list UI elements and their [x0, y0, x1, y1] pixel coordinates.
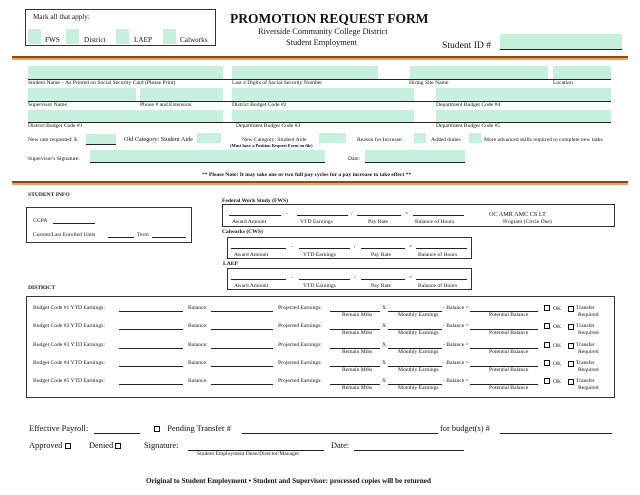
district-ok-option[interactable]	[544, 360, 561, 367]
pay-cycle-note: ** Please Note: It may take one or two full pay cycles for a pay increase to take effect **	[202, 172, 412, 178]
approved-checkbox[interactable]	[65, 443, 71, 449]
effective-payroll-input[interactable]	[94, 433, 140, 434]
district-potential-input[interactable]	[470, 311, 538, 312]
district-label: District	[84, 36, 106, 44]
district-remain-mths: Remain Mths	[342, 367, 373, 373]
fws-label: FWS	[45, 36, 60, 44]
district-ok-checkbox[interactable]	[544, 378, 550, 384]
district-transfer-checkbox[interactable]	[568, 343, 574, 349]
row2-underline	[28, 101, 611, 102]
laep-checkbox[interactable]	[116, 29, 129, 44]
fws-dash: -	[286, 211, 288, 217]
cgpa-label: CGPA	[33, 218, 48, 224]
denied-label[interactable]	[89, 441, 124, 450]
district-ok-label: OK	[553, 343, 562, 349]
district-row-label: Budget Code #2 YTD Earnings:	[33, 323, 105, 329]
district-row-label: Budget Code #4 YTD Earnings:	[33, 360, 105, 366]
calworks-label: Calworks	[180, 36, 208, 44]
fws-program-label: Program (Circle One)	[503, 219, 552, 225]
district-ytd-input[interactable]	[119, 384, 183, 385]
district-ok-option[interactable]	[544, 342, 561, 349]
laep-award-label: Award Amount	[234, 283, 269, 289]
advanced-skills-label: More advanced skills required to complete new tasks	[484, 137, 603, 143]
district-potential-balance: Potential Balance	[489, 367, 529, 373]
district-balance-label: Balance:	[188, 378, 208, 384]
district-potential-balance: Potential Balance	[489, 330, 529, 336]
district-balance-label: Balance:	[188, 323, 208, 329]
district-ok-option[interactable]	[544, 305, 561, 312]
district-projected-label: Projected Earnings:	[278, 360, 322, 366]
fws-heading: Federal Work Study (FWS)	[222, 198, 288, 204]
hiring-site-label: Hiring Site Name	[409, 80, 449, 86]
district-projected-input[interactable]	[330, 348, 380, 349]
student-name-input[interactable]	[28, 66, 223, 79]
district-ok-checkbox[interactable]	[544, 305, 550, 311]
district-ytd-input[interactable]	[119, 311, 183, 312]
district-transfer-checkbox[interactable]	[568, 379, 574, 385]
district-balance-input[interactable]	[211, 366, 273, 367]
district-monthly-earnings: Monthly Earnings	[398, 349, 439, 355]
added-duties-checkbox[interactable]	[414, 133, 426, 143]
district-projected-label: Projected Earnings:	[278, 305, 322, 311]
cws-ytd-line	[299, 248, 350, 249]
district-balance-eq: - Balance =	[443, 378, 469, 384]
district-required: Required	[578, 312, 599, 318]
district-ytd-input[interactable]	[119, 366, 183, 367]
district-required: Required	[578, 367, 599, 373]
district-balance-label: Balance:	[188, 360, 208, 366]
units-underline	[108, 237, 134, 238]
phone-label: Phone # and Extension	[140, 102, 192, 108]
denied-text: Denied	[89, 441, 114, 450]
district-ytd-input[interactable]	[119, 329, 183, 330]
cws-slash: /	[354, 244, 356, 250]
phone-input[interactable]	[140, 88, 223, 101]
fws-ytd-line	[297, 215, 348, 216]
cws-dash: -	[291, 244, 293, 250]
cws-rate-label: Pay Rate	[371, 252, 392, 258]
department-name: Student Employment	[286, 38, 357, 47]
fws-equals: =	[405, 211, 409, 217]
ssn-label: Last 4 Digits of Social Security Number	[232, 80, 323, 86]
student-id-underline	[500, 49, 622, 50]
signature-label: Signature:	[144, 441, 179, 450]
district-row-label: Budget Code #1 YTD Earnings:	[33, 305, 105, 311]
district-balance-input[interactable]	[211, 384, 273, 385]
supervisor-name-input[interactable]	[28, 88, 136, 101]
district-projected-input[interactable]	[330, 329, 380, 330]
dept-budget-3-input[interactable]	[232, 110, 414, 122]
district-balance-input[interactable]	[211, 348, 273, 349]
new-rate-underline	[86, 144, 116, 145]
laep-slash: /	[354, 275, 356, 281]
effective-payroll-label: Effective Payroll:	[29, 424, 89, 433]
dept-budget-3-label: Department Budget Code #3	[236, 123, 301, 129]
district-potential-input[interactable]	[470, 329, 538, 330]
signer-caption: Student Employment Dean/Director/Manager	[197, 451, 300, 457]
ssn-input[interactable]	[232, 66, 378, 79]
fws-rate-label: Pay Rate	[368, 219, 389, 225]
district-ok-checkbox[interactable]	[544, 323, 550, 329]
district-potential-balance: Potential Balance	[489, 312, 529, 318]
district-ok-option[interactable]	[544, 323, 561, 330]
cws-rate-line	[361, 248, 405, 249]
approved-label[interactable]	[29, 441, 74, 450]
district-ok-label: OK	[553, 361, 562, 367]
location-label: Location	[553, 80, 573, 86]
mark-all-title: Mark all that apply:	[33, 13, 90, 21]
cws-award-line	[231, 248, 286, 249]
new-category-label: New Category: Student Aide	[242, 137, 307, 143]
district-transfer: Transfer	[576, 342, 595, 348]
district-ok-option[interactable]	[544, 378, 561, 385]
district-ok-label: OK	[553, 324, 562, 330]
fws-slash: /	[351, 211, 353, 217]
new-category-input[interactable]	[319, 133, 346, 143]
district-potential-input[interactable]	[470, 384, 538, 385]
date-underline	[365, 162, 465, 163]
fws-balance-label: Balance of Hours	[415, 219, 455, 225]
district-balance-input[interactable]	[211, 311, 273, 312]
cws-award-label: Award Amount	[234, 252, 269, 258]
district-potential-balance: Potential Balance	[489, 349, 529, 355]
fws-ytd-label: YTD Earnings	[300, 219, 333, 225]
laep-ytd-label: YTD Earnings	[303, 283, 336, 289]
district-monthly-input[interactable]	[388, 366, 442, 367]
district-balance-label: Balance:	[188, 342, 208, 348]
top-rule-light	[12, 58, 628, 60]
pending-transfer-label[interactable]	[154, 424, 231, 433]
laep-ytd-line	[299, 279, 350, 280]
district-required: Required	[578, 385, 599, 391]
district-remain-mths: Remain Mths	[342, 349, 373, 355]
laep-rate-label: Pay Rate	[371, 283, 392, 289]
hiring-site-input[interactable]	[410, 66, 548, 79]
calworks-checkbox[interactable]	[163, 29, 176, 44]
district-ok-checkbox[interactable]	[544, 360, 550, 366]
student-id-label: Student ID #	[442, 40, 492, 51]
district-balance-label: Balance:	[188, 305, 208, 311]
cgpa-underline	[53, 223, 95, 224]
fws-checkbox[interactable]	[28, 29, 41, 44]
district-transfer: Transfer	[576, 360, 595, 366]
district-ok-checkbox[interactable]	[544, 342, 550, 348]
district-projected-input[interactable]	[330, 366, 380, 367]
term-underline	[152, 237, 186, 238]
district-budget-2-input[interactable]	[232, 88, 414, 101]
fws-balance-line	[413, 215, 464, 216]
district-monthly-earnings: Monthly Earnings	[398, 385, 439, 391]
pending-transfer-input[interactable]	[242, 433, 438, 434]
district-projected-input[interactable]	[330, 384, 380, 385]
laep-equals: =	[409, 275, 413, 281]
units-label: Current/Last Enrolled Units	[33, 232, 96, 238]
district-balance-eq: - Balance =	[443, 305, 469, 311]
supervisor-signature-underline	[90, 162, 325, 163]
district-transfer-checkbox[interactable]	[568, 306, 574, 312]
approval-date-input[interactable]	[354, 450, 464, 451]
district-ytd-input[interactable]	[119, 348, 183, 349]
laep-heading: LAEP	[223, 261, 238, 267]
district-transfer-checkbox[interactable]	[568, 361, 574, 367]
added-duties-label: Added duties	[431, 137, 461, 143]
district-x: X	[382, 360, 387, 366]
district-monthly-input[interactable]	[388, 384, 442, 385]
denied-checkbox[interactable]	[115, 443, 121, 449]
cws-balance-label: Balance of Hours	[418, 252, 458, 258]
student-id-input[interactable]	[500, 34, 622, 49]
district-monthly-input[interactable]	[388, 348, 442, 349]
district-balance-eq: - Balance =	[443, 323, 469, 329]
date-label: Date:	[348, 156, 361, 162]
district-monthly-earnings: Monthly Earnings	[398, 312, 439, 318]
district-balance-input[interactable]	[211, 329, 273, 330]
for-budget-label: for budget(s) #	[440, 424, 490, 433]
district-transfer: Transfer	[576, 378, 595, 384]
laep-rate-line	[361, 279, 405, 280]
district-x: X	[382, 323, 387, 329]
form-title: PROMOTION REQUEST FORM	[230, 11, 429, 26]
location-input[interactable]	[553, 66, 611, 79]
dept-budget-5-input[interactable]	[436, 110, 611, 122]
student-name-label: Student Name – As Printed on Social Security Card (Please Print)	[28, 80, 176, 86]
district-projected-label: Projected Earnings:	[278, 323, 322, 329]
new-rate-input[interactable]	[86, 134, 116, 144]
fws-award-line	[229, 215, 281, 216]
dept-budget-4-label: Department Budget Code #4	[436, 102, 501, 108]
district-remain-mths: Remain Mths	[342, 312, 373, 318]
cws-equals: =	[409, 244, 413, 250]
district-remain-mths: Remain Mths	[342, 330, 373, 336]
district-monthly-earnings: Monthly Earnings	[398, 330, 439, 336]
district-row-label: Budget Code #5 YTD Earnings:	[33, 378, 105, 384]
new-category-note: (Must have a Position Request Form on file)	[230, 143, 313, 148]
district-x: X	[382, 305, 387, 311]
laep-label: LAEP	[134, 36, 152, 44]
district-ok-label: OK	[553, 306, 562, 312]
district-projected-input[interactable]	[330, 311, 380, 312]
laep-balance-line	[416, 279, 467, 280]
district-transfer-checkbox[interactable]	[568, 324, 574, 330]
mid-rule-light	[12, 183, 628, 185]
fws-rate-line	[357, 215, 401, 216]
district-heading: DISTRICT	[28, 285, 56, 291]
district-potential-input[interactable]	[470, 366, 538, 367]
dept-budget-5-label: Department Budget Code #5	[436, 123, 501, 129]
laep-award-line	[231, 279, 286, 280]
supervisor-signature-label: Supervisor's Signature:	[28, 156, 80, 162]
district-projected-label: Projected Earnings:	[278, 378, 322, 384]
cws-balance-line	[416, 248, 467, 249]
laep-dash: -	[291, 275, 293, 281]
old-category-label: Old Category: Student Aide	[124, 136, 193, 143]
pending-transfer-text: Pending Transfer #	[167, 424, 231, 433]
district-monthly-earnings: Monthly Earnings	[398, 367, 439, 373]
routing-note: Original to Student Employment • Student and Supervisor: processed copies will be returned	[146, 477, 431, 485]
district-required: Required	[578, 330, 599, 336]
dept-budget-4-input[interactable]	[436, 88, 611, 101]
reason-label: Reason for Increase:	[357, 137, 403, 143]
district-balance-eq: - Balance =	[443, 342, 469, 348]
row3-underline	[28, 122, 611, 123]
cws-heading: Calworks (CWS)	[222, 229, 263, 235]
district-balance-eq: - Balance =	[443, 360, 469, 366]
district-checkbox[interactable]	[66, 29, 79, 44]
term-label: Term	[137, 232, 149, 238]
district-monthly-input[interactable]	[388, 329, 442, 330]
approval-date-label: Date:	[331, 441, 350, 450]
district-budget-2-label: District Budget Code #2	[232, 102, 287, 108]
district-ok-label: OK	[553, 379, 562, 385]
supervisor-name-label: Supervisor Name	[28, 102, 67, 108]
district-x: X	[382, 342, 387, 348]
district-budget-1-input[interactable]	[28, 110, 223, 122]
approved-text: Approved	[29, 441, 63, 450]
district-x: X	[382, 378, 387, 384]
district-monthly-input[interactable]	[388, 311, 442, 312]
district-budget-1-label: District Budget Code #1	[28, 123, 83, 129]
district-row-label: Budget Code #3 YTD Earnings:	[33, 342, 105, 348]
cws-ytd-label: YTD Earnings	[303, 252, 336, 258]
district-transfer: Transfer	[576, 323, 595, 329]
laep-balance-label: Balance of Hours	[418, 283, 458, 289]
student-info-heading: STUDENT INFO	[28, 192, 70, 198]
district-transfer: Transfer	[576, 305, 595, 311]
fws-award-label: Award Amount	[232, 219, 267, 225]
advanced-skills-checkbox[interactable]	[469, 133, 481, 143]
for-budget-input[interactable]	[500, 433, 612, 434]
pending-transfer-checkbox[interactable]	[154, 426, 160, 432]
old-category-input[interactable]	[197, 133, 221, 143]
college-name: Riverside Community College District	[258, 27, 388, 36]
new-rate-label: New rate requested: $	[28, 137, 77, 143]
district-remain-mths: Remain Mths	[342, 385, 373, 391]
district-potential-input[interactable]	[470, 348, 538, 349]
date-input[interactable]	[365, 150, 465, 162]
district-potential-balance: Potential Balance	[489, 385, 529, 391]
district-required: Required	[578, 349, 599, 355]
fws-program-codes[interactable]: OC AMR AMC CS LT	[489, 211, 546, 218]
supervisor-signature-input[interactable]	[90, 150, 325, 162]
district-projected-label: Projected Earnings:	[278, 342, 322, 348]
